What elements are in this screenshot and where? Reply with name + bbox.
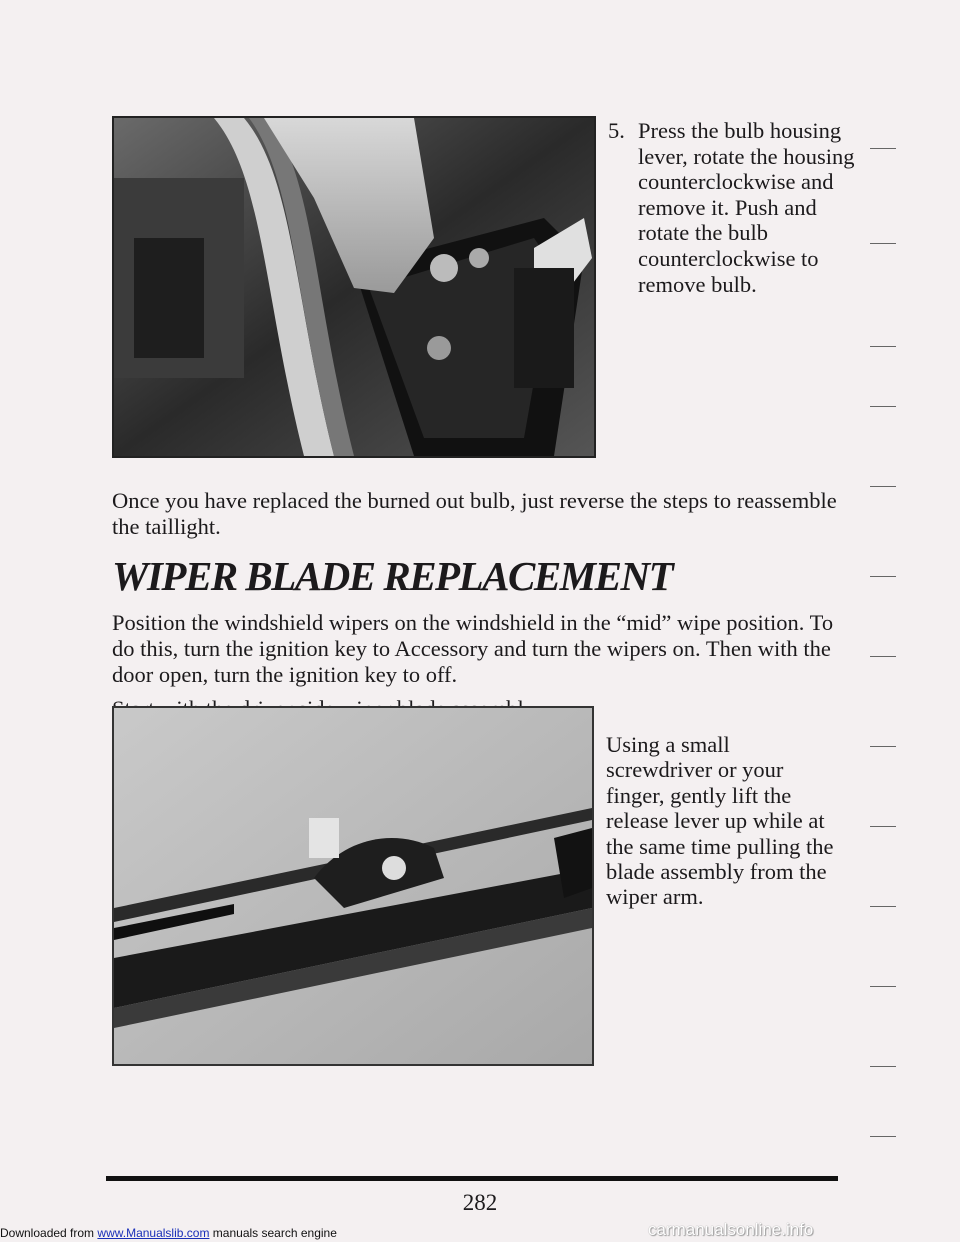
- wiper-instruction: Using a small screwdriver or your finger, gently lift the release lever up while at the same time pulling the blade assembly from the wiper arm.: [606, 732, 834, 910]
- step-5: [608, 118, 858, 297]
- margin-marks: [860, 90, 920, 1150]
- wiper-blade-photo: [112, 706, 594, 1066]
- page-number: 282: [462, 1190, 498, 1215]
- section-heading: WIPER BLADE REPLACEMENT: [112, 553, 673, 599]
- bottom-rule: [106, 1176, 838, 1181]
- watermark: carmanualsonline.info: [648, 1220, 814, 1239]
- footer-prefix: Downloaded from: [0, 1226, 95, 1240]
- step-text: Press the bulb housing lever, rotate the housing counterclockwise and remove it. Push and rotate the bulb counterclockwise to remove bulb.: [638, 118, 855, 297]
- footer-suffix: manuals search engine: [212, 1226, 337, 1240]
- taillight-bulb-photo: [112, 116, 596, 458]
- footer: [0, 1226, 337, 1240]
- reassemble-paragraph: Once you have replaced the burned out bulb, just reverse the steps to reassemble the taillight.: [112, 488, 837, 539]
- step-number: 5.: [608, 118, 625, 143]
- footer-link[interactable]: www.Manualslib.com: [97, 1226, 210, 1240]
- position-paragraph: Position the windshield wipers on the windshield in the “mid” wipe position. To do this, turn the ignition key to Accessory and turn the wipers on. Then with the door open, turn the ignition key to off.: [112, 610, 834, 687]
